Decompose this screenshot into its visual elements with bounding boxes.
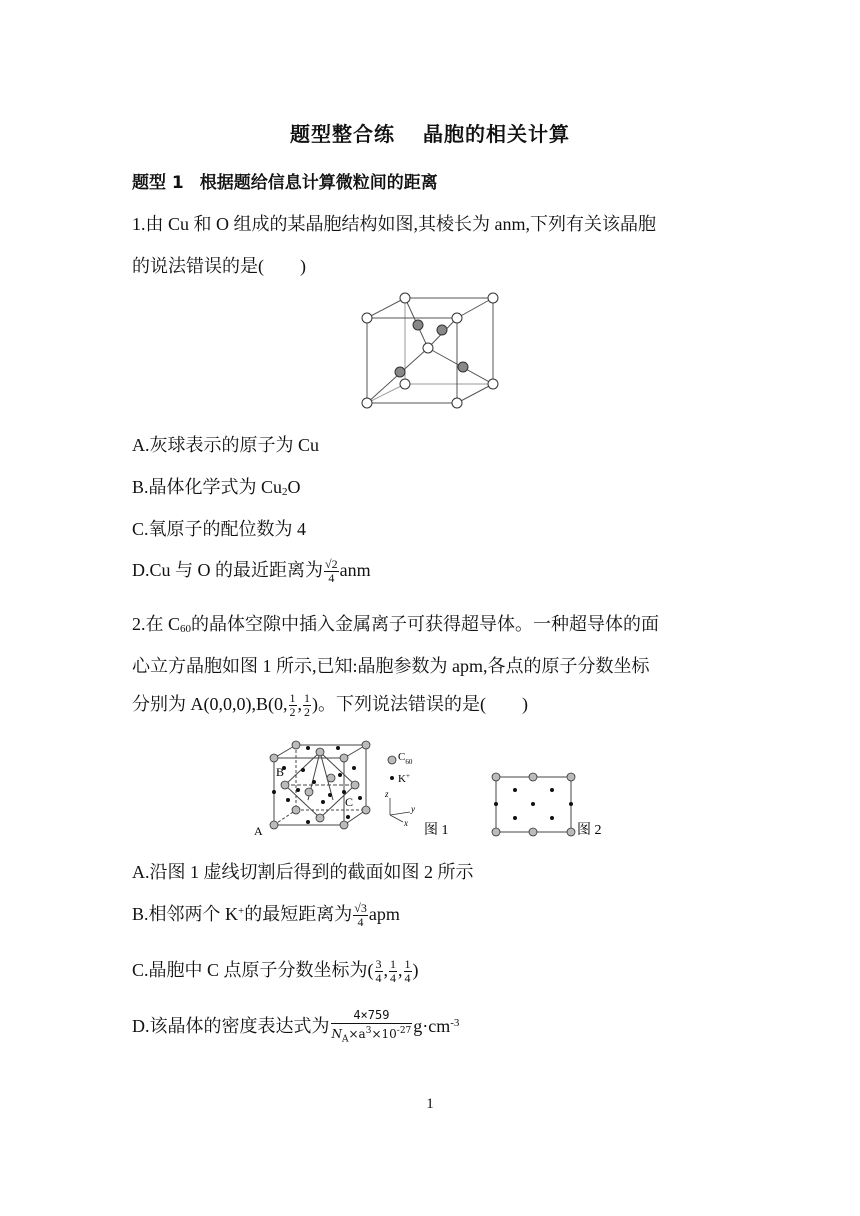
q2-option-d [132, 1008, 459, 1047]
legend-k-label: K+ [398, 772, 410, 785]
page-number: 1 [426, 1096, 434, 1112]
q2-option-c-f3-den: 4 [404, 971, 411, 986]
q1-option-c: C.氧原子的配位数为 4 [132, 519, 307, 539]
q2-option-a: A.沿图 1 虚线切割后得到的截面如图 2 所示 [132, 862, 474, 882]
q2-frac1-num: 1 [289, 691, 296, 706]
q1-option-b-tail: O [287, 477, 301, 497]
section-text: 根据题给信息计算微粒间的距离 [199, 173, 438, 193]
q2-option-d-denominator [331, 1024, 413, 1047]
title-part1: 题型整合练 [290, 122, 395, 146]
q2-option-c-f1-den: 4 [375, 971, 382, 986]
q2-option-c-post: ) [412, 960, 419, 980]
q1-option-b [132, 473, 301, 499]
q1-option-d-denominator: 4 [328, 571, 335, 586]
q2-stem-line3-comma: , [297, 694, 302, 714]
legend-k-marker [390, 776, 394, 780]
q2-stem-line1 [132, 610, 659, 636]
q2-stem-line1-sub: 60 [180, 623, 192, 635]
axis-x-label: x [404, 818, 408, 828]
q1-option-a: A.灰球表示的原子为 Cu [132, 435, 320, 455]
q2-option-c [132, 956, 419, 985]
q2-option-d-na: N [331, 1027, 342, 1041]
q1-option-d [132, 556, 371, 585]
q2-option-d-na-sub: A [342, 1034, 349, 1045]
fig1-label-b: B [276, 765, 285, 779]
q2-option-d-den-tail: ×10 [371, 1027, 397, 1041]
q2-option-d-den-exp: 3 [365, 1026, 372, 1036]
q1-stem-line1: 1.由 Cu 和 O 组成的某晶胞结构如图,其棱长为 anm,下列有关该晶胞 [132, 214, 656, 234]
fig1-label-a: A [254, 824, 263, 838]
q1-option-b-text: B.晶体化学式为 Cu [132, 477, 283, 497]
q2-stem-line1-post: 的晶体空隙中插入金属离子可获得超导体。一种超导体的面 [191, 614, 660, 634]
q2-frac1-den: 2 [289, 705, 296, 720]
q2-option-b-mid: 的最短距离为 [244, 904, 353, 924]
q2-stem-line1-pre: 2.在 C [132, 614, 181, 634]
legend-c60-label: $C_{60}$ [398, 751, 413, 766]
q1-crystal-figure [355, 290, 505, 415]
q2-option-c-f1-num: 3 [375, 957, 382, 972]
q1-stem-line2: 的说法错误的是( ) [132, 256, 306, 276]
title-part2: 晶胞的相关计算 [423, 122, 570, 146]
q2-option-d-unit-exp: -3 [450, 1016, 460, 1029]
section-label: 题型 1 [132, 173, 184, 193]
q1-option-d-text: D.Cu 与 O 的最近距离为 [132, 560, 324, 580]
q2-option-d-den-tail-exp: -27 [396, 1026, 412, 1036]
q2-option-b-pre: B.相邻两个 K [132, 904, 239, 924]
q2-option-c-sep2: , [398, 960, 403, 980]
q2-option-c-sep1: , [383, 960, 389, 980]
legend-c60-marker [388, 756, 396, 764]
q2-option-c-pre: C.晶胞中 C 点原子分数坐标为( [132, 960, 374, 980]
q2-option-b-sup: + [238, 905, 245, 917]
q2-option-b [132, 900, 400, 929]
axis-y-label: y [411, 804, 415, 814]
q1-option-d-numerator: √2 [325, 557, 338, 572]
q2-option-b-numerator: √3 [354, 901, 367, 916]
axis-z-label: z [385, 789, 389, 799]
q1-option-d-unit: anm [339, 560, 371, 580]
q2-stem-line3-post: )。下列说法错误的是( ) [312, 694, 528, 714]
q2-stem-line2: 心立方晶胞如图 1 所示,已知:晶胞参数为 apm,各点的原子分数坐标 [132, 656, 650, 676]
q2-stem-line3 [132, 690, 528, 719]
fig1-caption: 图 1 [424, 823, 448, 838]
q2-option-d-den-rest: ×a [348, 1027, 366, 1041]
q2-option-d-pre: D.该晶体的密度表达式为 [132, 1015, 330, 1036]
q2-figure-2 [488, 768, 638, 840]
q2-option-b-denominator: 4 [357, 915, 364, 930]
page-title [0, 118, 860, 147]
q2-stem-line3-pre: 分别为 A(0,0,0),B(0, [132, 694, 288, 714]
q2-frac2-num: 1 [304, 691, 310, 706]
q1-option-b-subscript: 2 [282, 486, 288, 498]
q2-frac2-den: 2 [304, 705, 310, 720]
q2-option-c-f3-num: 1 [404, 957, 411, 972]
q2-option-b-unit: apm [368, 904, 400, 924]
q2-option-d-unit: g·cm [413, 1015, 451, 1036]
section-heading [132, 168, 438, 193]
q2-figure-1 [248, 740, 448, 840]
q2-option-d-numerator: 4×759 [331, 1008, 413, 1024]
q2-option-c-f2-den: 4 [390, 971, 397, 986]
q2-option-c-f2-num: 1 [390, 957, 397, 972]
fig2-caption: 图 2 [577, 823, 602, 838]
fig1-label-c: C [345, 795, 354, 809]
